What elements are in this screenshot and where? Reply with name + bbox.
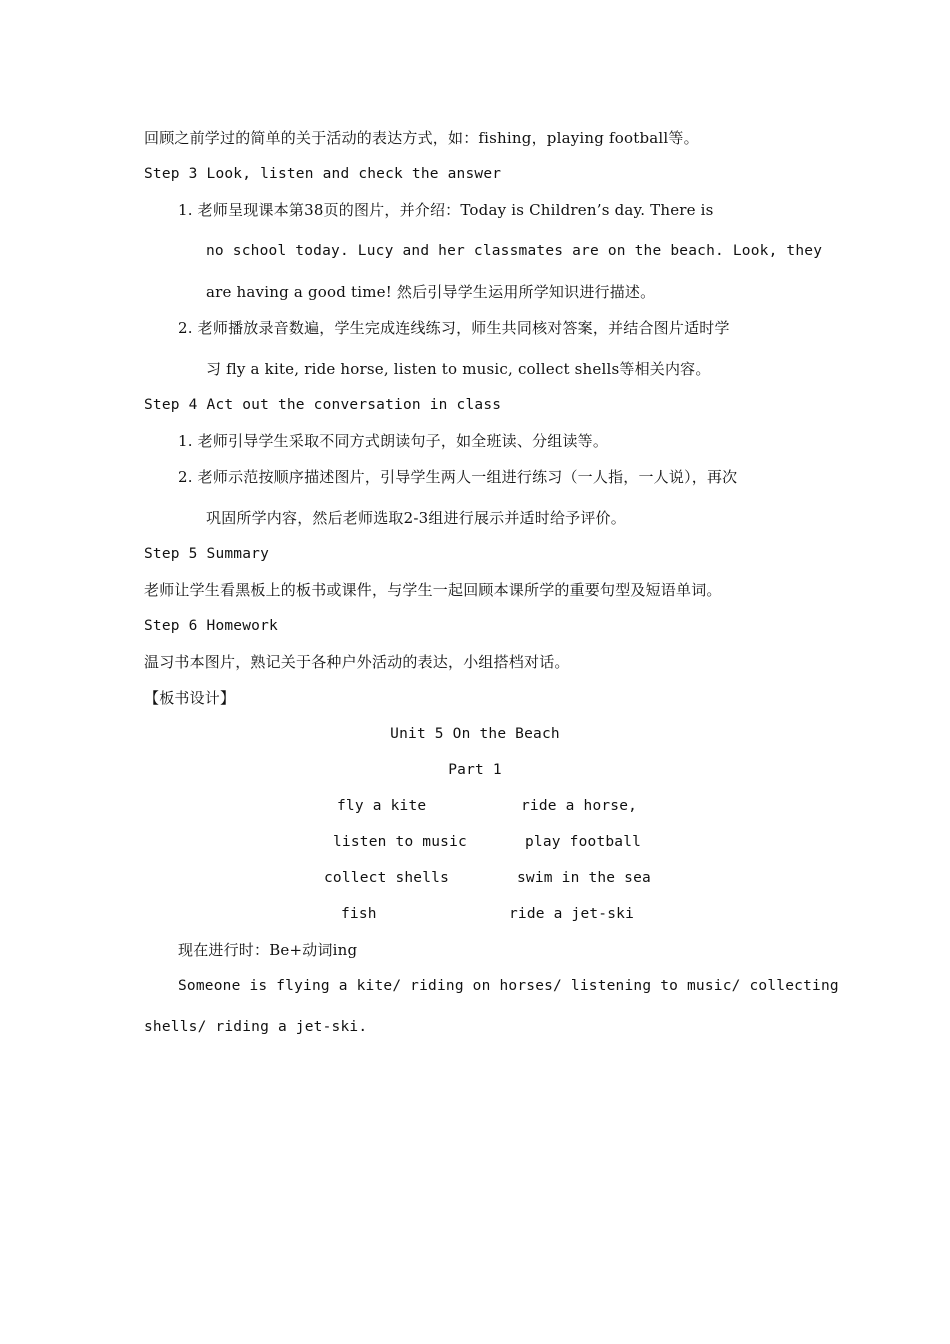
example-line2: shells/ riding a jet-ski. bbox=[144, 1019, 368, 1035]
step5-text: 老师让学生看黑板上的板书或课件，与学生一起回顾本课所学的重要句型及短语单词。 bbox=[144, 581, 722, 599]
phrase-play-football: play football bbox=[525, 834, 642, 850]
step3-item2-line2: 习 fly a kite, ride horse, listen to music, collect shells等相关内容。 bbox=[206, 360, 711, 378]
phrase-swim-in-the-sea: swim in the sea bbox=[517, 870, 651, 886]
step4-item1: 1. 老师引导学生采取不同方式朗读句子，如全班读、分组读等。 bbox=[178, 432, 609, 450]
phrase-fish: fish bbox=[341, 906, 377, 922]
phrase-ride-a-jet-ski: ride a jet-ski bbox=[509, 906, 635, 922]
board-title: Unit 5 On the Beach bbox=[390, 726, 560, 742]
step3-item2-line1: 2. 老师播放录音数遍，学生完成连线练习，师生共同核对答案，并结合图片适时学 bbox=[178, 319, 730, 337]
step4-item2-line2: 巩固所学内容，然后老师选取2-3组进行展示并适时给予评价。 bbox=[206, 509, 626, 527]
example-line1: Someone is flying a kite/ riding on horses/ listening to music/ collecting bbox=[178, 978, 839, 994]
step3-item1-line1: 1. 老师呈现课本第38页的图片，并介绍：Today is Children’s day. There is bbox=[178, 201, 714, 219]
step3-item1-line2: no school today. Lucy and her classmates are on the beach. Look, they bbox=[206, 243, 823, 259]
intro-line: 回顾之前学过的简单的关于活动的表达方式，如：fishing，playing football等。 bbox=[144, 129, 699, 147]
phrase-collect-shells: collect shells bbox=[324, 870, 450, 886]
step3-item1-line3: are having a good time! 然后引导学生运用所学知识进行描述。 bbox=[206, 283, 656, 301]
step3-title: Step 3 Look, listen and check the answer bbox=[144, 166, 502, 182]
step6-text: 温习书本图片，熟记关于各种户外活动的表达，小组搭档对话。 bbox=[144, 653, 570, 671]
grammar-note: 现在进行时：Be+动词ing bbox=[178, 941, 358, 959]
phrase-listen-to-music: listen to music bbox=[333, 834, 467, 850]
step5-title: Step 5 Summary bbox=[144, 546, 270, 562]
board-heading: 【板书设计】 bbox=[144, 689, 236, 707]
step4-title: Step 4 Act out the conversation in class bbox=[144, 397, 502, 413]
phrase-fly-a-kite: fly a kite bbox=[337, 798, 427, 814]
step4-item2-line1: 2. 老师示范按顺序描述图片，引导学生两人一组进行练习（一人指，一人说），再次 bbox=[178, 468, 738, 486]
board-subtitle: Part 1 bbox=[448, 762, 502, 778]
step6-title: Step 6 Homework bbox=[144, 618, 278, 634]
phrase-ride-a-horse: ride a horse, bbox=[521, 798, 638, 814]
